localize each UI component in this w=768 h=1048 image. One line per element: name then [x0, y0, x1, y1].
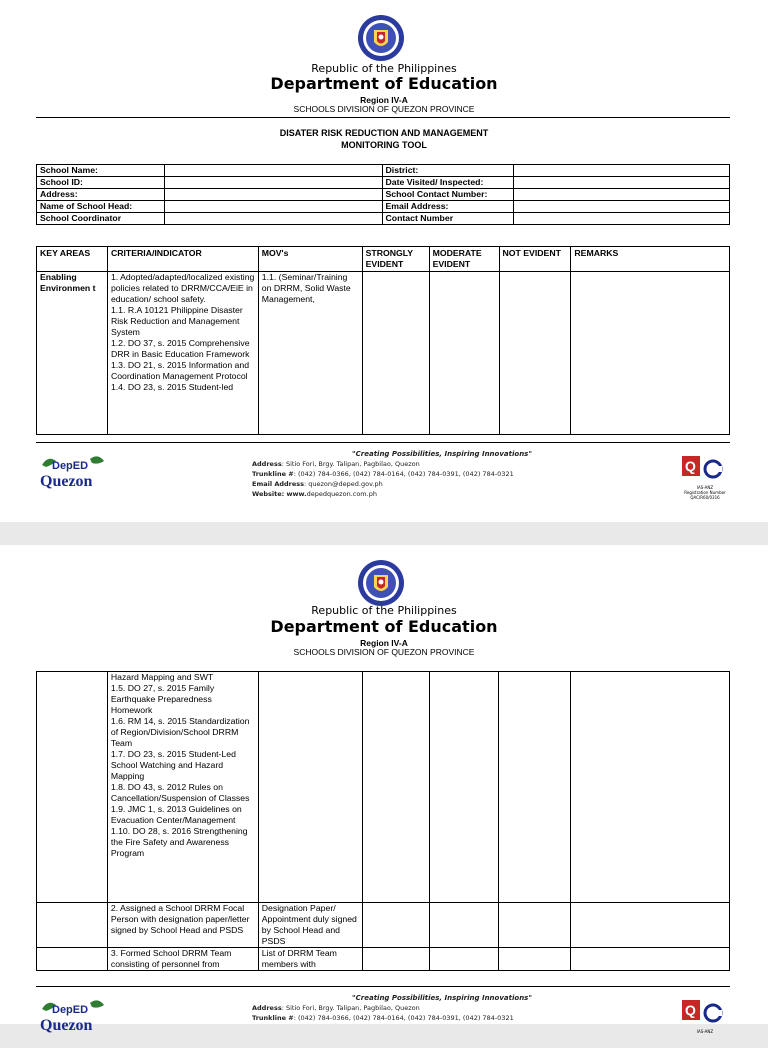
school-id-label: School ID: — [37, 177, 165, 189]
header-not-evident: NOT EVIDENT — [499, 247, 571, 272]
footer-email: Email Address: quezon@deped.gov.ph — [252, 480, 383, 488]
header-movs: MOV's — [258, 247, 362, 272]
school-info-table — [36, 164, 730, 225]
contact-number-field[interactable] — [514, 213, 730, 225]
iso-badge-icon — [680, 454, 726, 480]
criteria-item: 1.9. JMC 1, s. 2013 Guidelines on Evacuation Center/Management — [110, 804, 242, 825]
footer-divider — [36, 442, 730, 443]
movs-cell: List of DRRM Team members with — [258, 948, 362, 971]
footer-address: Address: Sitio Fori, Brgy. Talipan, Pagbilao, Quezon — [252, 1004, 420, 1012]
header-strongly-evident: STRONGLY EVIDENT — [362, 247, 429, 272]
moderate-evident-cell[interactable] — [429, 272, 499, 435]
iso-reg-label: Registration Number — [684, 490, 726, 495]
moderate-evident-cell[interactable] — [429, 948, 499, 971]
school-contact-label: School Contact Number: — [382, 189, 514, 201]
key-area-cell — [37, 903, 108, 948]
key-area-cell — [37, 672, 108, 903]
remarks-cell[interactable] — [571, 272, 730, 435]
title-line-2: MONITORING TOOL — [341, 140, 427, 150]
logo-quezon-text: Quezon — [40, 1017, 93, 1034]
table-row — [37, 201, 730, 213]
table-row — [37, 272, 730, 435]
criteria-item: 1.5. DO 27, s. 2015 Family Earthquake Preparedness Homework — [110, 683, 215, 715]
movs-cell: Designation Paper/ Appointment duly signed by School Head and PSDS — [258, 903, 362, 948]
iso-badge-icon — [680, 998, 726, 1024]
footer-contact-block — [252, 993, 632, 1023]
moderate-evident-cell[interactable] — [429, 903, 499, 948]
footer-address: Address: Sitio Fori, Brgy. Talipan, Pagbilao, Quezon — [252, 460, 420, 468]
monitoring-table — [36, 246, 730, 435]
key-area-cell: Enabling Environmen t — [37, 272, 108, 435]
table-row — [37, 177, 730, 189]
table-row — [37, 672, 730, 903]
remarks-cell[interactable] — [571, 672, 730, 903]
division-label: SCHOOLS DIVISION OF QUEZON PROVINCE — [293, 647, 475, 657]
document-title — [0, 127, 768, 151]
header-remarks: REMARKS — [571, 247, 730, 272]
not-evident-cell[interactable] — [499, 948, 571, 971]
criteria-item: 1.1. R.A 10121 Philippine Disaster Risk Reduction and Management System — [110, 305, 243, 337]
footer-trunkline: Trunkline #: (042) 784-0366, (042) 784-0164, (042) 784-0391, (042) 784-0321 — [252, 470, 514, 478]
contact-number-label: Contact Number — [382, 213, 514, 225]
monitoring-table-continued — [36, 671, 730, 971]
footer-divider — [36, 986, 730, 987]
logo-quezon-text: Quezon — [40, 473, 93, 490]
date-visited-label: Date Visited/ Inspected: — [382, 177, 514, 189]
region-label: Region IV-A — [360, 638, 408, 648]
republic-text: Republic of the Philippines — [311, 604, 457, 617]
strongly-evident-cell[interactable] — [362, 272, 429, 435]
criteria-item: Hazard Mapping and SWT — [110, 672, 214, 682]
deped-quezon-logo — [38, 995, 108, 1035]
logo-deped-text: DepED — [52, 1004, 89, 1016]
school-head-field[interactable] — [164, 201, 382, 213]
header-key-areas: KEY AREAS — [37, 247, 108, 272]
criteria-item: 1.3. DO 21, s. 2015 Information and Coordination Management Protocol — [110, 360, 250, 381]
coordinator-label: School Coordinator — [37, 213, 165, 225]
criteria-item: 1.10. DO 28, s. 2016 Strengthening the Fire Safety and Awareness Program — [110, 826, 248, 858]
iso-certification-badge — [680, 454, 730, 504]
strongly-evident-cell[interactable] — [362, 903, 429, 948]
table-header-row — [37, 247, 730, 272]
document-page-1 — [0, 0, 768, 522]
deped-quezon-logo — [38, 451, 108, 491]
district-field[interactable] — [514, 165, 730, 177]
iso-label: IAS-ANZ — [696, 1029, 714, 1034]
criteria-item: 1.2. DO 37, s. 2015 Comprehensive DRR in Basic Education Framework — [110, 338, 250, 359]
school-name-field[interactable] — [164, 165, 382, 177]
footer-tagline: "Creating Possibilities, Inspiring Innovations" — [352, 994, 532, 1002]
table-row — [37, 165, 730, 177]
iso-reg-number: QAC/R60/0316 — [690, 495, 720, 500]
address-field[interactable] — [164, 189, 382, 201]
movs-cell — [258, 672, 362, 903]
header-criteria: CRITERIA/INDICATOR — [107, 247, 258, 272]
document-page-2 — [0, 545, 768, 1034]
district-label: District: — [382, 165, 514, 177]
svg-text:Q: Q — [685, 458, 696, 474]
criteria-item: 1.4. DO 23, s. 2015 Student-led — [110, 382, 234, 392]
svg-text:Q: Q — [685, 1002, 696, 1018]
school-id-field[interactable] — [164, 177, 382, 189]
criteria-item: 1.6. RM 14, s. 2015 Standardization of Region/Division/School DRRM Team — [110, 716, 250, 748]
iso-label: IAS-ANZ — [696, 485, 714, 490]
date-visited-field[interactable] — [514, 177, 730, 189]
criteria-item: 1.7. DO 23, s. 2015 Student-Led School Watching and Hazard Mapping — [110, 749, 236, 781]
footer-tagline: "Creating Possibilities, Inspiring Innovations" — [352, 450, 532, 458]
email-field[interactable] — [514, 201, 730, 213]
table-row — [37, 189, 730, 201]
title-line-1: DISATER RISK REDUCTION AND MANAGEMENT — [279, 128, 489, 138]
strongly-evident-cell[interactable] — [362, 948, 429, 971]
iso-certification-badge — [680, 998, 730, 1048]
moderate-evident-cell[interactable] — [429, 672, 499, 903]
footer-website: Website: www.depedquezon.com.ph — [252, 490, 377, 498]
table-row — [37, 948, 730, 971]
coordinator-field[interactable] — [164, 213, 382, 225]
republic-text: Republic of the Philippines — [311, 62, 457, 75]
department-name: Department of Education — [270, 617, 498, 636]
criteria-cell — [107, 272, 258, 435]
criteria-cell — [107, 672, 258, 903]
deped-seal-icon — [357, 14, 405, 62]
criteria-item: 1.8. DO 43, s. 2012 Rules on Cancellation/Suspension of Classes — [110, 782, 250, 803]
footer-contact-block — [252, 449, 632, 499]
logo-deped-text: DepED — [52, 460, 89, 472]
criteria-item: 1. Adopted/adapted/localized existing policies related to DRRM/CCA/EiE in education/ school safety. — [110, 272, 255, 304]
criteria-cell: 3. Formed School DRRM Team consisting of personnel from — [107, 948, 258, 971]
not-evident-cell[interactable] — [499, 672, 571, 903]
table-row — [37, 213, 730, 225]
movs-cell: 1.1. (Seminar/Training on DRRM, Solid Waste Management, — [258, 272, 362, 435]
division-label: SCHOOLS DIVISION OF QUEZON PROVINCE — [293, 104, 475, 114]
address-label: Address: — [37, 189, 165, 201]
department-name: Department of Education — [270, 74, 498, 93]
not-evident-cell[interactable] — [499, 903, 571, 948]
remarks-cell[interactable] — [571, 948, 730, 971]
table-row — [37, 903, 730, 948]
email-label: Email Address: — [382, 201, 514, 213]
strongly-evident-cell[interactable] — [362, 672, 429, 903]
criteria-cell: 2. Assigned a School DRRM Focal Person with designation paper/letter signed by School Head and PSDS — [107, 903, 258, 948]
school-head-label: Name of School Head: — [37, 201, 165, 213]
header-moderate-evident: MODERATE EVIDENT — [429, 247, 499, 272]
remarks-cell[interactable] — [571, 903, 730, 948]
not-evident-cell[interactable] — [499, 272, 571, 435]
key-area-cell — [37, 948, 108, 971]
deped-seal-icon — [357, 559, 405, 607]
school-name-label: School Name: — [37, 165, 165, 177]
region-label: Region IV-A — [360, 95, 408, 105]
header-divider — [36, 117, 730, 118]
footer-trunkline: Trunkline #: (042) 784-0366, (042) 784-0164, (042) 784-0391, (042) 784-0321 — [252, 1014, 514, 1022]
school-contact-field[interactable] — [514, 189, 730, 201]
